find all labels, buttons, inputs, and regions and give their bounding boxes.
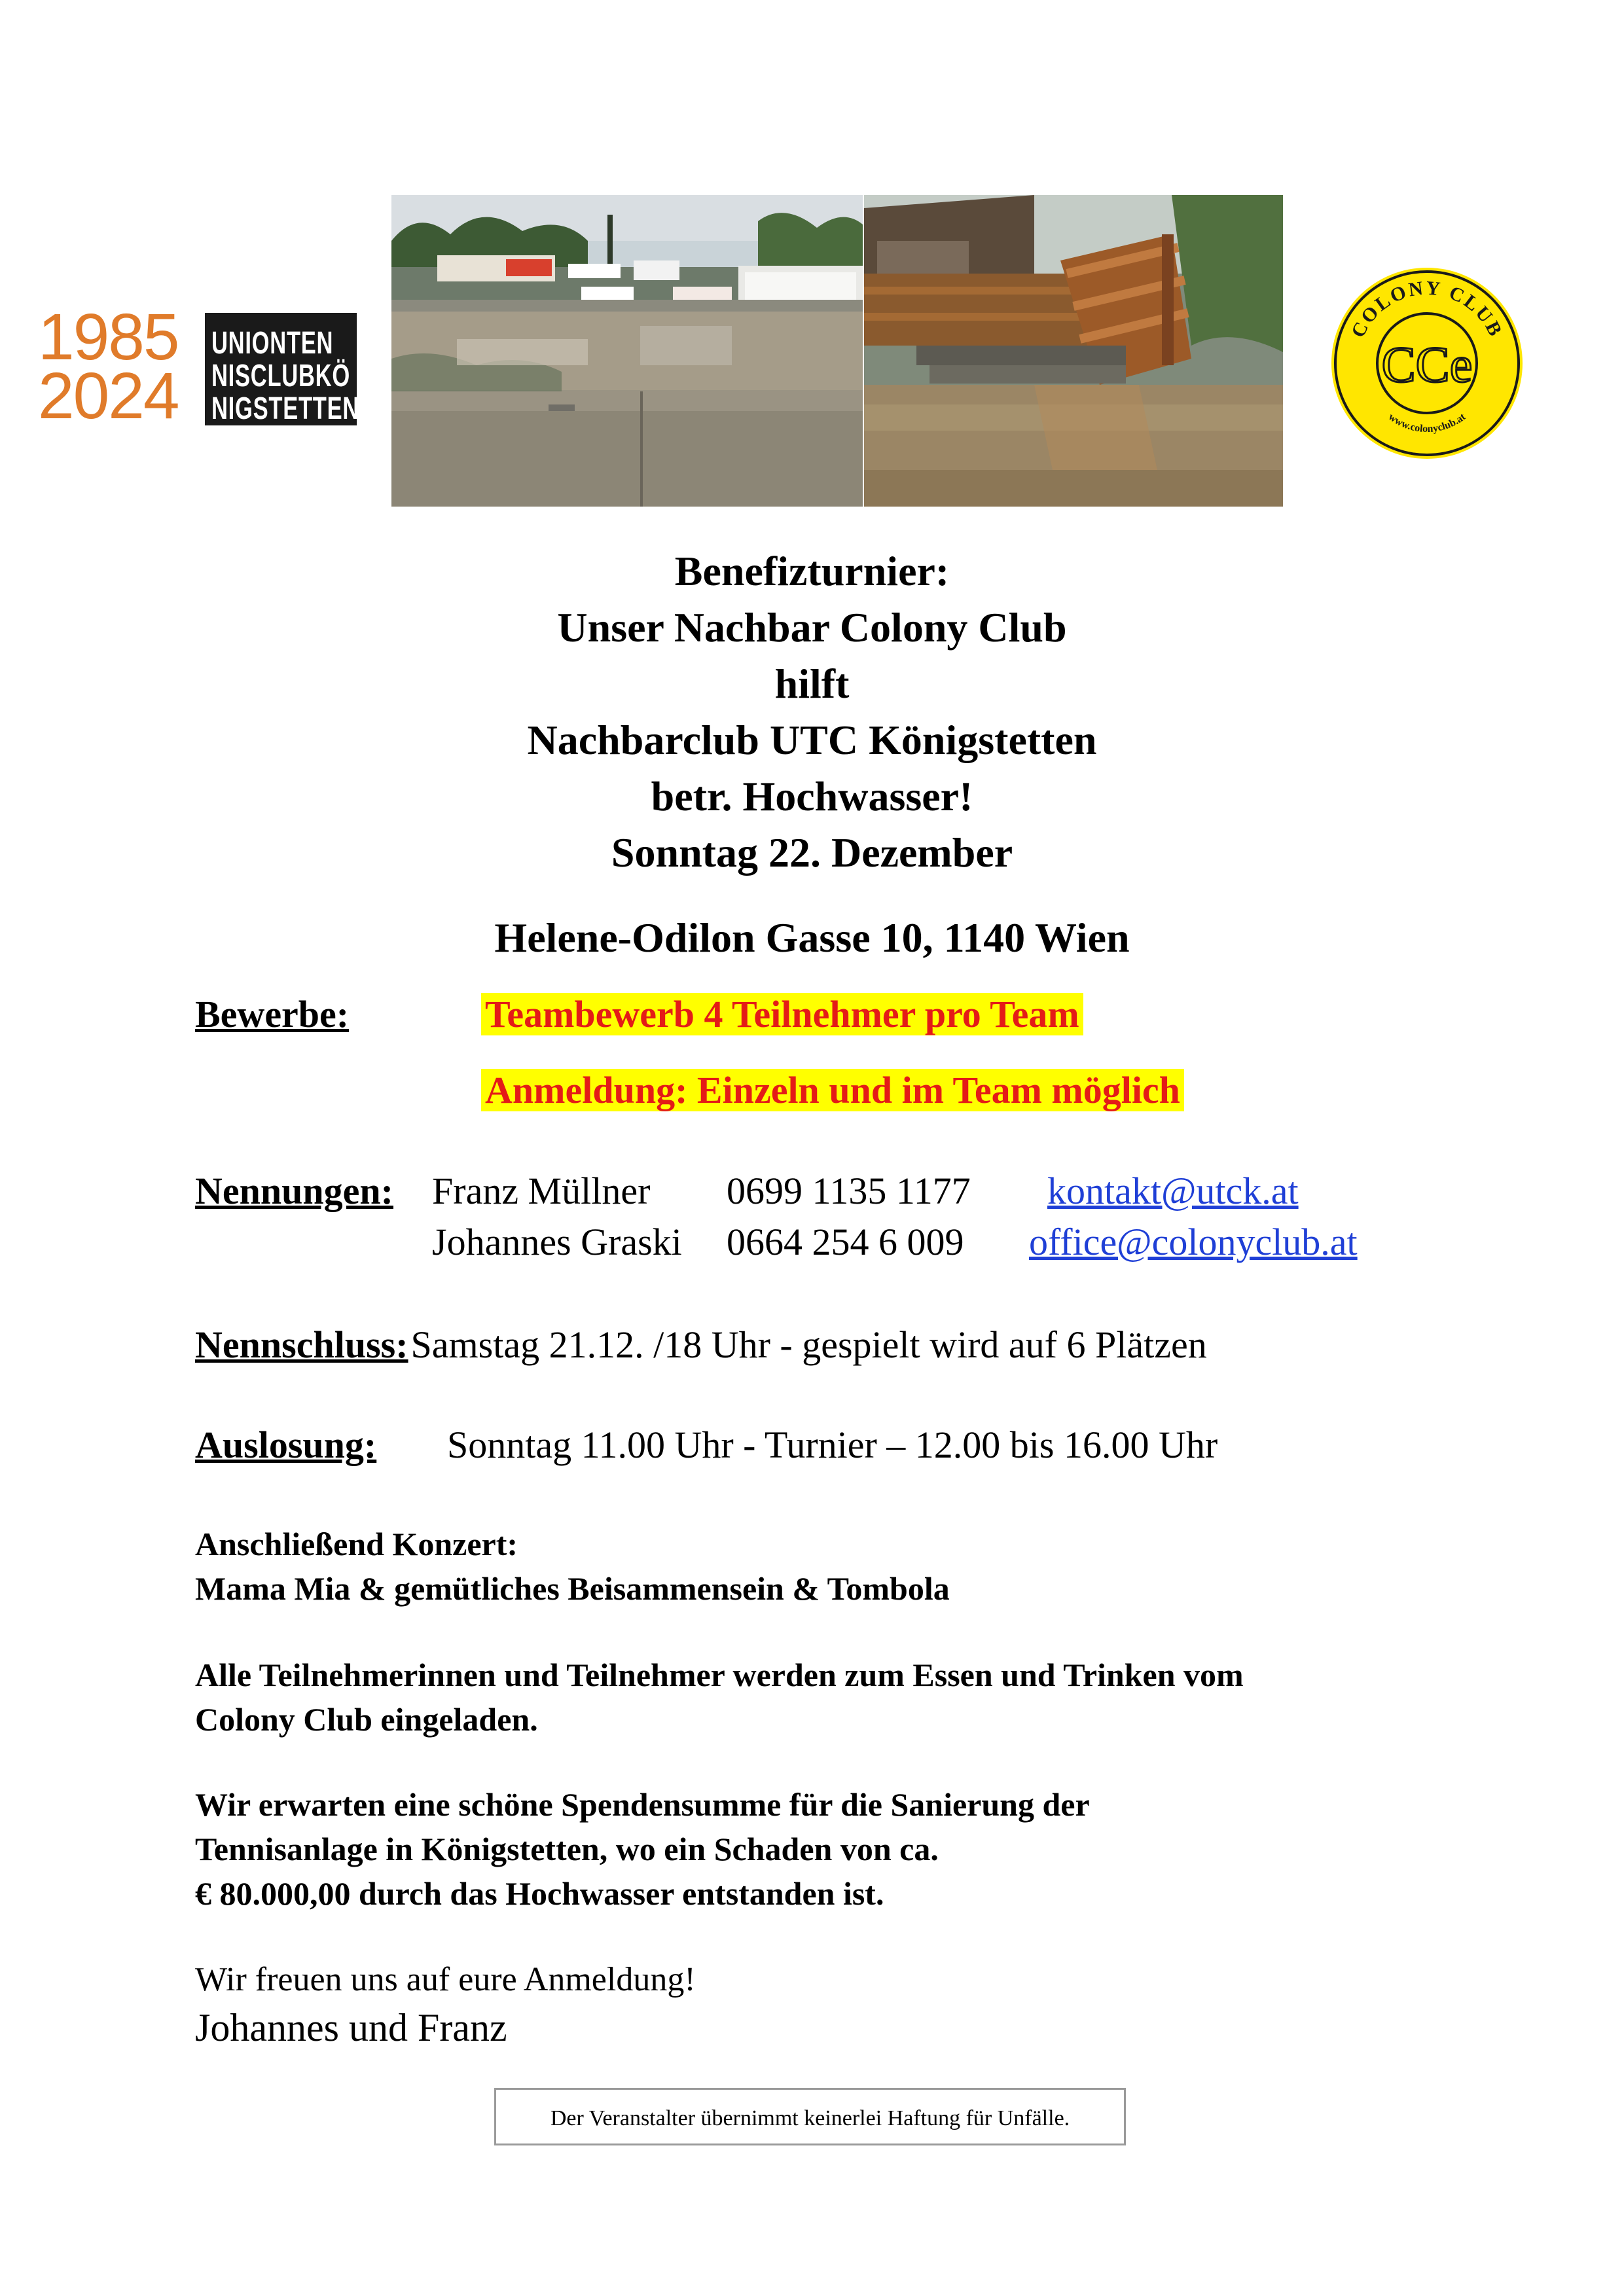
contact-johannes-phone bbox=[727, 1216, 964, 1268]
utc-anniversary-logo bbox=[38, 300, 360, 433]
event-title bbox=[0, 543, 1624, 881]
bewerbe-item-1 bbox=[481, 988, 1083, 1050]
nennschluss-text: Samstag 21.12. /18 Uhr - gespielt wird auf 6 Plätzen bbox=[410, 1323, 1207, 1366]
contact-johannes-email-wrap bbox=[1029, 1216, 1358, 1268]
konzert-line-1: Anschließend Konzert: bbox=[195, 1526, 518, 1562]
nennschluss-row bbox=[195, 1319, 1207, 1381]
nennungen-row-1 bbox=[195, 1165, 393, 1227]
bewerbe-row bbox=[195, 988, 349, 1050]
colony-club-url-text: www.colonyclub.at bbox=[1386, 411, 1468, 435]
einladung-line-2: Colony Club eingeladen. bbox=[195, 1701, 538, 1738]
title-line-5: betr. Hochwasser! bbox=[651, 773, 973, 819]
logo-year-start: 1985 bbox=[38, 300, 179, 374]
colony-club-monogram: CCe bbox=[1381, 336, 1473, 393]
spenden-line-2: Tennisanlage in Königstetten, wo ein Schaden von ca. bbox=[195, 1831, 939, 1867]
colony-club-arc-text: COLONY CLUB bbox=[1346, 277, 1507, 342]
logo-club-name-box bbox=[205, 313, 360, 426]
logo-word-1: UNIONTEN bbox=[211, 326, 334, 361]
colony-club-logo bbox=[1329, 265, 1525, 461]
closing-paragraph bbox=[195, 1957, 696, 2053]
bewerbe-team-text: Teambewerb 4 Teilnehmer pro Team bbox=[481, 993, 1083, 1035]
konzert-paragraph bbox=[195, 1522, 1537, 1611]
bewerbe-item-2 bbox=[481, 1064, 1184, 1126]
contact-franz-phone bbox=[727, 1165, 971, 1217]
flooded-court-photo bbox=[391, 195, 863, 507]
contact-phone: 0664 254 6 009 bbox=[727, 1221, 964, 1263]
logo-word-2: NISCLUBKÖ bbox=[211, 359, 350, 393]
liability-disclaimer: Der Veranstalter übernimmt keinerlei Haftung für Unfälle. bbox=[494, 2088, 1126, 2145]
contact-franz-email-wrap bbox=[1047, 1165, 1299, 1217]
spenden-line-3: € 80.000,00 durch das Hochwasser entstanden ist. bbox=[195, 1875, 884, 1912]
email-link-office[interactable]: office@colonyclub.at bbox=[1029, 1221, 1358, 1263]
title-line-4: Nachbarclub UTC Königstetten bbox=[527, 717, 1097, 763]
flooded-deck-photo bbox=[864, 195, 1283, 507]
title-line-2: Unser Nachbar Colony Club bbox=[557, 604, 1067, 651]
title-line-1: Benefizturnier: bbox=[674, 548, 950, 594]
signature: Johannes und Franz bbox=[195, 2006, 507, 2049]
auslosung-row bbox=[195, 1419, 376, 1481]
contact-franz bbox=[432, 1165, 650, 1217]
logo-years bbox=[38, 300, 195, 433]
contact-phone: 0699 1135 1177 bbox=[727, 1170, 971, 1212]
auslosung-text: Sonntag 11.00 Uhr - Turnier – 12.00 bis 16.00 Uhr bbox=[447, 1424, 1218, 1466]
einladung-line-1: Alle Teilnehmerinnen und Teilnehmer werden zum Essen und Trinken vom bbox=[195, 1657, 1244, 1693]
closing-line: Wir freuen uns auf eure Anmeldung! bbox=[195, 1961, 696, 1998]
bewerbe-label: Bewerbe: bbox=[195, 993, 350, 1035]
einladung-paragraph bbox=[195, 1653, 1537, 1742]
email-link-kontakt[interactable]: kontakt@utck.at bbox=[1047, 1170, 1299, 1212]
title-line-3: hilft bbox=[774, 660, 850, 707]
contact-name: Franz Müllner bbox=[432, 1170, 651, 1212]
spenden-line-1: Wir erwarten eine schöne Spendensumme für die Sanierung der bbox=[195, 1786, 1090, 1823]
contact-johannes bbox=[432, 1216, 682, 1268]
title-line-6: Sonntag 22. Dezember bbox=[611, 829, 1013, 876]
nennungen-label: Nennungen: bbox=[195, 1170, 393, 1212]
logo-year-end: 2024 bbox=[38, 359, 179, 433]
contact-name: Johannes Graski bbox=[432, 1221, 682, 1263]
logo-word-3: NIGSTETTEN bbox=[211, 391, 360, 426]
bewerbe-registration-text: Anmeldung: Einzeln und im Team möglich bbox=[481, 1069, 1184, 1111]
spenden-paragraph bbox=[195, 1782, 1537, 1916]
event-address: Helene-Odilon Gasse 10, 1140 Wien bbox=[494, 914, 1130, 961]
auslosung-label: Auslosung: bbox=[195, 1424, 377, 1466]
nennschluss-label: Nennschluss: bbox=[195, 1323, 408, 1366]
konzert-line-2: Mama Mia & gemütliches Beisammensein & Tombola bbox=[195, 1570, 950, 1607]
